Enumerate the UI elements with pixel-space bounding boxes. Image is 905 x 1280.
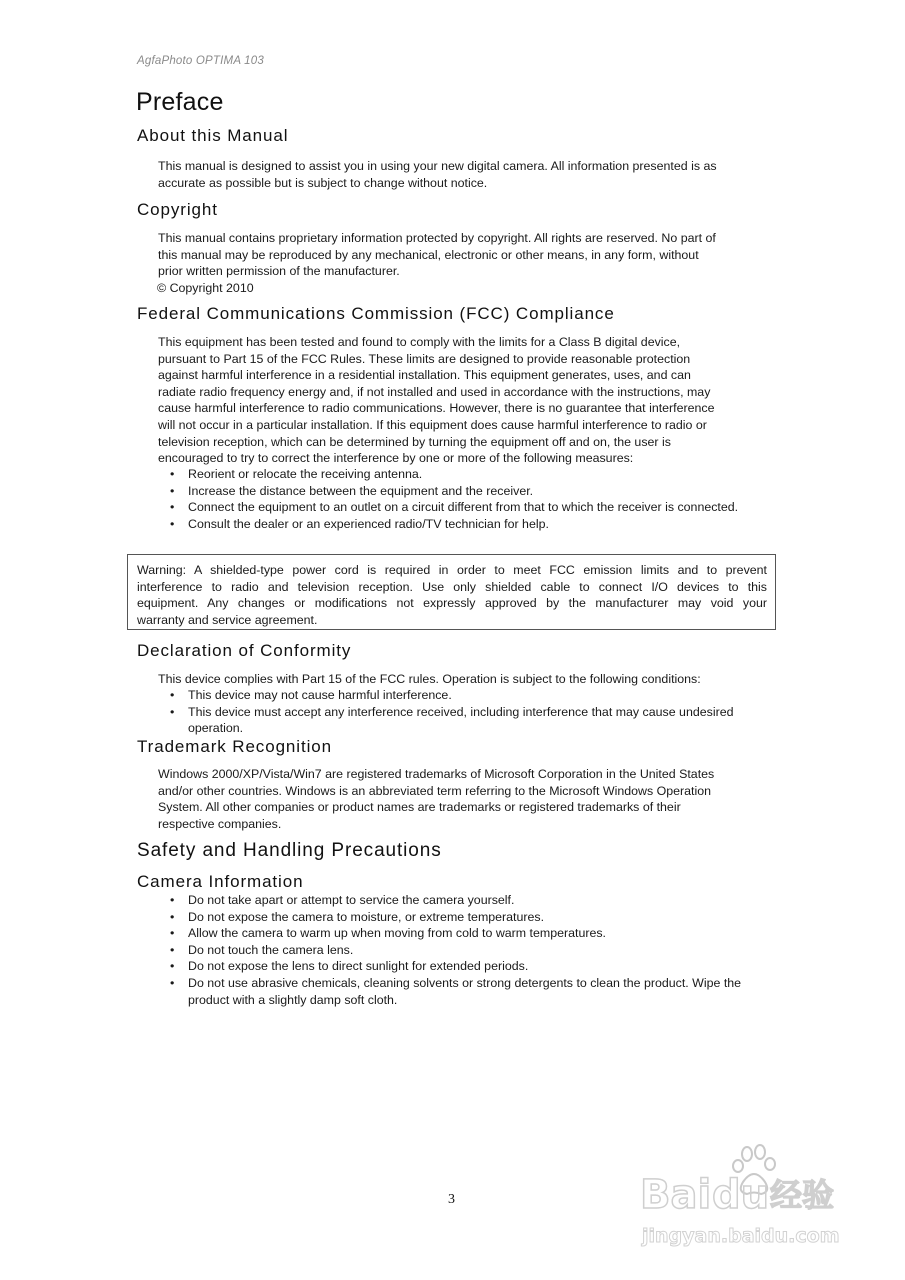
text-line: radiate radio frequency energy and, if not installed and used in accordance with the instructions, may [158,384,711,399]
fcc-measures-list [170,466,745,532]
warning-box [127,554,776,630]
heading-about-manual: About this Manual [137,126,289,145]
baidu-watermark-logo [640,1142,860,1252]
heading-declaration-conformity: Declaration of Conformity [137,641,352,660]
list-item: • This device must accept any interference received, including interference that may cause undesired operation. [170,704,734,736]
heading-fcc-compliance: Federal Communications Commission (FCC) Compliance [137,304,615,323]
svg-text:Bai: Bai [640,1172,712,1218]
list-item: • Increase the distance between the equipment and the receiver. [170,483,534,498]
copyright-paragraph [158,230,770,296]
text-line: respective companies. [158,816,282,831]
list-item: • Consult the dealer or an experienced radio/TV technician for help. [170,516,549,531]
text-line: and/or other countries. Windows is an abbreviated term referring to the Microsoft Windows Operation [158,783,712,798]
text-line: against harmful interference in a residential installation. This equipment generates, uses, and can [158,368,691,383]
svg-text:jingyan.baidu.com: jingyan.baidu.com [642,1225,840,1247]
page-title: Preface [136,88,224,116]
text-line: cause harmful interference to radio communications. However, there is no guarantee that interference [158,401,715,416]
text-line: accurate as possible but is subject to change without notice. [158,175,488,190]
list-item: • Do not expose the camera to moisture, or extreme temperatures. [170,909,545,924]
text-line: will not occur in a particular installation. If this equipment does cause harmful interference to radio or [158,417,707,432]
list-item: • Do not expose the lens to direct sunlight for extended periods. [170,959,529,974]
camera-precautions-list [170,892,775,1008]
text-line: Warning: A shielded-type power cord is required in order to meet FCC emission limits and to prevent [137,563,767,577]
list-item: • Do not touch the camera lens. [170,942,354,957]
text-line: This equipment has been tested and found to comply with the limits for a Class B digital device, [158,335,681,349]
list-item: • Reorient or relocate the receiving antenna. [170,467,423,481]
text-line: Windows 2000/XP/Vista/Win7 are registered trademarks of Microsoft Corporation in the United States [158,767,715,781]
text-line: this manual may be reproduced by any mechanical, electronic or other means, in any form, without [158,247,699,262]
trademark-paragraph [158,766,770,832]
list-item: • Connect the equipment to an outlet on a circuit different from that to which the receiver is connected. [170,500,739,515]
text-line: This manual contains proprietary information protected by copyright. All rights are reserved. No part of [158,231,716,245]
page-number: 3 [448,1192,455,1207]
text-line: System. All other companies or product names are trademarks or registered trademarks of their [158,800,681,815]
about-paragraph [158,158,770,191]
heading-camera-information: Camera Information [137,872,304,891]
list-item: • Do not use abrasive chemicals, cleaning solvents or strong detergents to clean the product. Wipe the product with a slightly damp soft cloth. [170,975,742,1007]
svg-text:du: du [712,1172,770,1218]
text-line: prior written permission of the manufacturer. [158,264,400,279]
conformity-paragraph [158,671,770,688]
text-line: television reception, which can be determined by turning the equipment off and on, the user is [158,434,671,449]
copyright-notice: © Copyright 2010 [157,280,254,295]
running-header: AgfaPhoto OPTIMA 103 [137,55,264,67]
text-line: This manual is designed to assist you in using your new digital camera. All information presented is as [158,159,717,173]
heading-trademark-recognition: Trademark Recognition [137,737,332,756]
svg-text:经验: 经验 [770,1176,835,1214]
text-line: interference to radio and television reception. Use only shielded cable to connect I/O devices to this [137,579,767,594]
heading-safety-precautions: Safety and Handling Precautions [137,840,442,861]
list-item: • This device may not cause harmful interference. [170,688,452,702]
list-item: • Do not take apart or attempt to service the camera yourself. [170,893,515,907]
text-line: warranty and service agreement. [137,612,318,627]
text-line: pursuant to Part 15 of the FCC Rules. These limits are designed to provide reasonable protection [158,351,691,366]
fcc-paragraph [158,334,770,467]
conformity-conditions-list [170,687,745,737]
text-line: This device complies with Part 15 of the FCC rules. Operation is subject to the following conditions: [158,672,701,686]
text-line: encouraged to try to correct the interference by one or more of the following measures: [158,451,634,466]
list-item: • Allow the camera to warm up when moving from cold to warm temperatures. [170,926,607,941]
text-line: equipment. Any changes or modifications not expressly approved by the manufacturer may void your [137,596,767,611]
heading-copyright: Copyright [137,200,218,219]
